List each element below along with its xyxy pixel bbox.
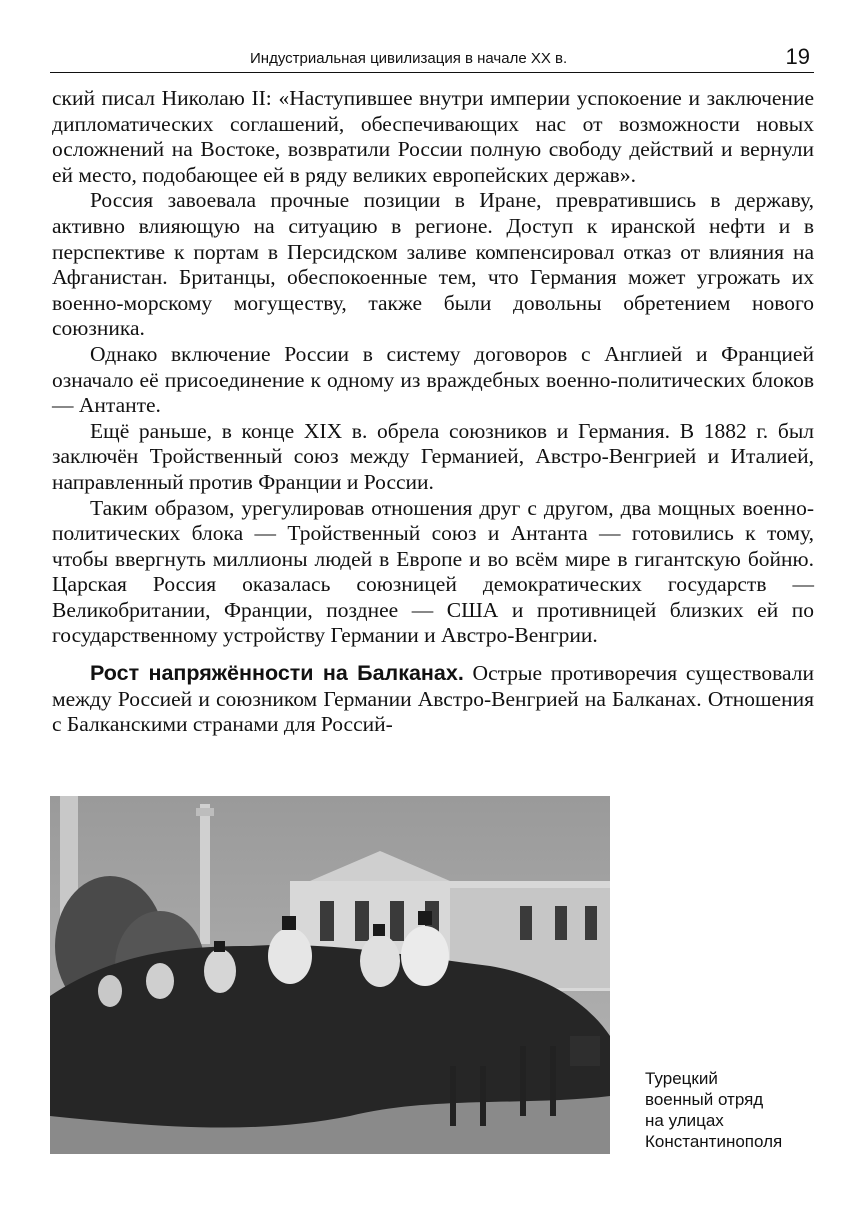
page-number: 19 xyxy=(785,44,810,69)
photo-caption xyxy=(645,1068,835,1152)
main-text xyxy=(52,86,814,738)
paragraph: Таким образом, урегулировав отношения друг с другом, два мощных военно-политических блока — Тройственный союз и Антанта — готовились к тому, чтобы ввергнуть миллионы людей в Европе и во всём мире в гигантскую бойню. Царская Россия оказалась союзницей демократических государств — Великобритании, Франции, позднее — США и противницей близких ей по государственному устройству Германии и Австро-Венгрии. xyxy=(52,495,814,648)
header-title: Индустриальная цивилизация в начале XX в. xyxy=(250,50,568,67)
section-text: Острые противоречия существовали между Россией и союзником Германии Австро-Венгрией на Балканах. Отношения с Балканскими странами для Россий- xyxy=(52,661,815,737)
historical-photo xyxy=(50,796,610,1154)
caption-line: Турецкий xyxy=(645,1069,718,1088)
paragraph: Однако включение России в систему договоров с Англией и Францией означало её присоединение к одному из враждебных военно-политических блоков — Антанте. xyxy=(52,341,814,418)
paragraph: Россия завоевала прочные позиции в Иране, превратившись в державу, активно влияющую на ситуацию в регионе. Доступ к иранской нефти и в перспективе к портам в Персидском заливе компенсировал отказ от влияния на Афганистан. Британцы, обеспокоенные тем, что Германия может угрожать их военно-морскому могуществу, также были довольны обретением нового союзника. xyxy=(52,188,814,341)
paragraph: ский писал Николаю II: «Наступившее внутри империи успокоение и заключение дипломатических соглашений, обеспечивающих нас от возможности новых осложнений на Востоке, возвратили России полную свободу действий и вернули ей место, подобающее ей в ряду великих европейских держав». xyxy=(52,86,814,187)
photo-illustration xyxy=(50,796,610,1154)
running-header xyxy=(50,44,814,73)
caption-line: на улицах xyxy=(645,1111,724,1130)
caption-line: военный отряд xyxy=(645,1090,764,1109)
caption-line: Константинополя xyxy=(645,1132,783,1151)
section-heading: Рост напряжённости на Балканах. xyxy=(90,661,464,686)
paragraph: Ещё раньше, в конце XIX в. обрела союзников и Германия. В 1882 г. был заключён Тройственный союз между Германией, Австро-Венгрией и Италией, направленный против Франции и России. xyxy=(52,418,814,494)
section-paragraph xyxy=(52,661,814,738)
